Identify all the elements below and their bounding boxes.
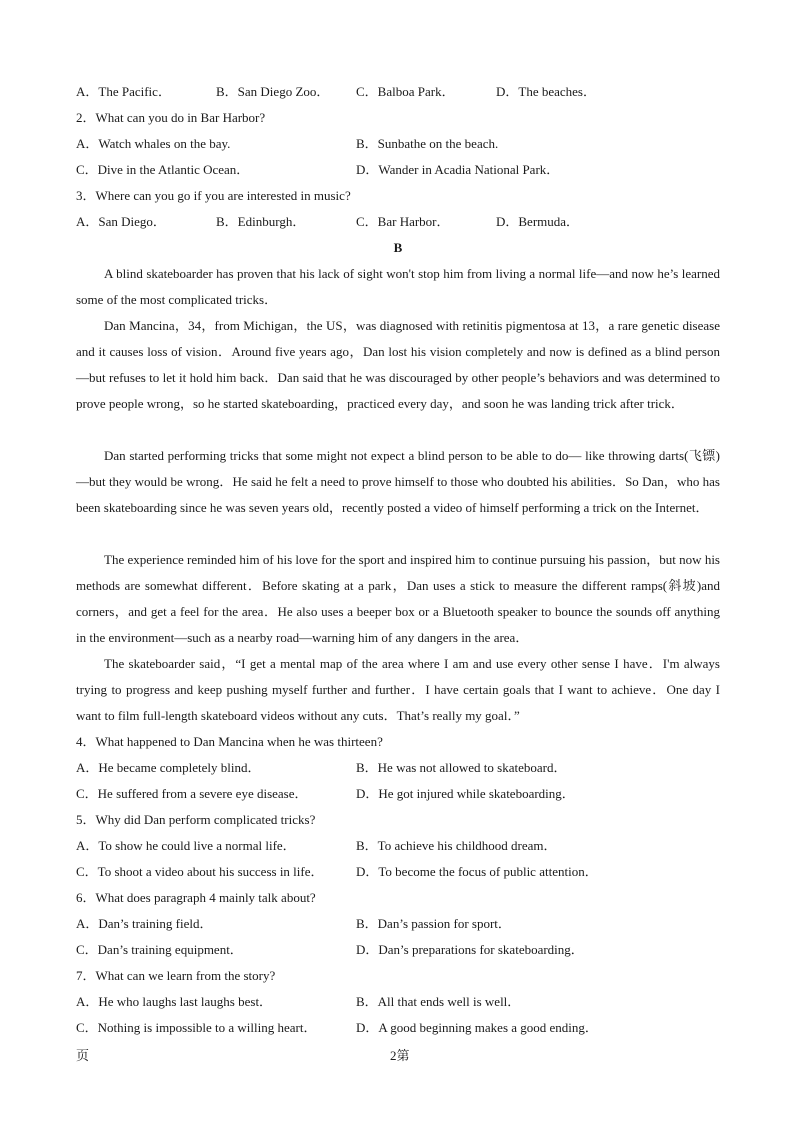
q4-option-a: A．He became completely blind． (76, 760, 261, 775)
q2-option-c: C．Dive in the Atlantic Ocean． (76, 162, 250, 177)
q7-option-d: D．A good beginning makes a good ending． (356, 1020, 598, 1035)
q7-option-b: B．All that ends well is well． (356, 994, 521, 1009)
section-heading: B (393, 240, 403, 255)
q3-option-b: B．Edinburgh． (216, 214, 306, 229)
q1-option-c: C．Balboa Park． (356, 84, 455, 99)
q4-option-b: B．He was not allowed to skateboard． (356, 760, 567, 775)
q6-option-d: D．Dan’s preparations for skateboarding． (356, 942, 584, 957)
q6-option-c: C．Dan’s training equipment． (76, 942, 243, 957)
q3-option-d: D．Bermuda． (496, 214, 580, 229)
q1-option-a: A．The Pacific． (76, 84, 171, 99)
q5-option-a: A．To show he could live a normal life． (76, 838, 296, 853)
q4-question: 4．What happened to Dan Mancina when he was thirteen? (76, 734, 383, 749)
q3-option-c: C．Bar Harbor． (356, 214, 450, 229)
footer-page-char: 页 (76, 1048, 90, 1063)
q7-option-a: A．He who laughs last laughs best． (76, 994, 273, 1009)
q6-option-a: A．Dan’s training field． (76, 916, 213, 931)
q7-option-c: C．Nothing is impossible to a willing heart． (76, 1020, 317, 1035)
passage-paragraph-1: A blind skateboarder has proven that his lack of sight won't stop him from living a normal life—and now he’s learned some of the most complicated tricks． (76, 266, 720, 307)
footer-page-number: 2第 (390, 1048, 410, 1063)
passage-paragraph-2: Dan Mancina，34，from Michigan，the US，was diagnosed with retinitis pigmentosa at 13，a rare genetic disease and it causes loss of vision．Around five years ago，Dan lost his vision completely and now is defined as a blind person—but refuses to let it hold him back．Dan said that he was discouraged by other people’s behaviors and was determined to prove people wrong，so he started skateboarding，practiced every day，and soon he was landing trick after trick． (76, 318, 720, 411)
q3-question: 3．Where can you go if you are interested in music? (76, 188, 351, 203)
q5-option-d: D．To become the focus of public attention． (356, 864, 598, 879)
passage-paragraph-5: The skateboarder said，“I get a mental map of the area where I am and use every other sense I have．I'm always trying to progress and keep pushing myself further and further．I have certain goals that I want to achieve．One day I want to film full-length skateboard videos without any cuts．That’s really my goal．” (76, 656, 720, 723)
q4-option-d: D．He got injured while skateboarding． (356, 786, 575, 801)
q2-option-b: B．Sunbathe on the beach. (356, 136, 499, 151)
q7-question: 7．What can we learn from the story? (76, 968, 276, 983)
q1-option-d: D．The beaches． (496, 84, 596, 99)
q5-question: 5．Why did Dan perform complicated tricks? (76, 812, 316, 827)
q6-option-b: B．Dan’s passion for sport． (356, 916, 511, 931)
q2-question: 2．What can you do in Bar Harbor? (76, 110, 266, 125)
q2-option-a: A．Watch whales on the bay. (76, 136, 231, 151)
q5-option-b: B．To achieve his childhood dream． (356, 838, 557, 853)
q4-option-c: C．He suffered from a severe eye disease． (76, 786, 308, 801)
q2-option-d: D．Wander in Acadia National Park． (356, 162, 560, 177)
q1-option-b: B．San Diego Zoo． (216, 84, 330, 99)
passage-paragraph-4: The experience reminded him of his love for the sport and inspired him to continue pursuing his passion，but now his methods are somewhat different．Before skating at a park，Dan uses a stick to measure the different ramps(斜坡)and corners，and get a feel for the area．He also uses a beeper box or a Bluetooth speaker to bounce the sounds off anything in the environment—such as a nearby road—warning him of any dangers in the area． (76, 552, 720, 645)
passage-paragraph-3: Dan started performing tricks that some might not expect a blind person to be able to do— like throwing darts(飞镖)—but they would be wrong．He said he felt a need to prove himself to those who doubted his abilities．So Dan，who has been skateboarding since he was seven years old，recently posted a video of himself performing a trick on the Internet． (76, 448, 720, 515)
q3-option-a: A．San Diego． (76, 214, 166, 229)
q6-question: 6．What does paragraph 4 mainly talk about? (76, 890, 316, 905)
q5-option-c: C．To shoot a video about his success in life． (76, 864, 324, 879)
